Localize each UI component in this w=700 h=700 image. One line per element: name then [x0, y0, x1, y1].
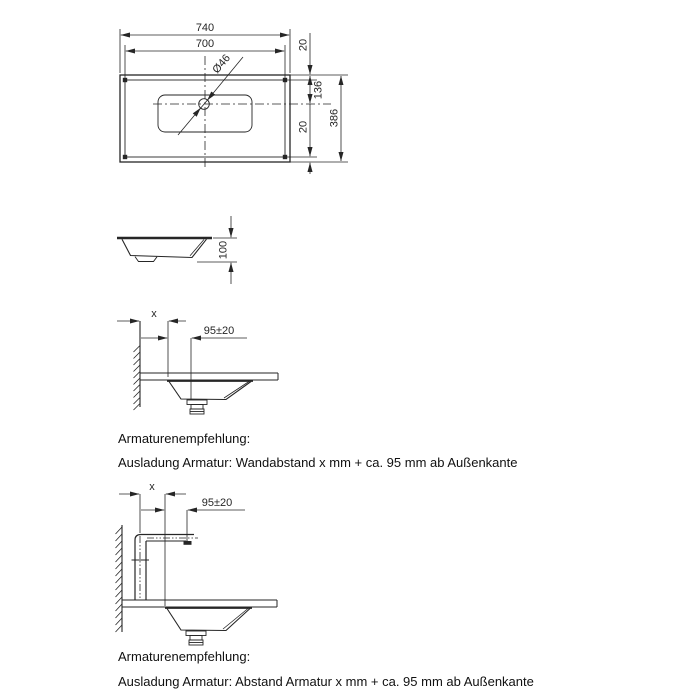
dim-faucet-distance: x [149, 481, 155, 493]
drain-fitting [186, 631, 206, 645]
width-dimension-lines [120, 29, 290, 79]
dim-width-inner: 700 [195, 38, 215, 50]
bowl-profile [167, 609, 250, 631]
dim-depth: 100 [217, 240, 230, 260]
dim-hole-offset: 136 [312, 80, 325, 100]
bowl-profile [122, 239, 207, 257]
note-a-body: Ausladung Armatur: Wandabstand x mm + ca. 95 mm ab Außenkante [118, 455, 518, 470]
top-view [120, 22, 348, 174]
drain-recess [135, 257, 157, 262]
dim-height-total: 386 [328, 108, 341, 128]
dim-width-outer: 740 [195, 22, 215, 34]
countertop [140, 373, 278, 380]
wall-view-a [117, 308, 278, 414]
dim-rim-top: 20 [297, 38, 310, 52]
dim-hole-diameter: Ø46 [210, 52, 233, 76]
bowl-inner-wall [190, 240, 204, 256]
countertop [122, 600, 277, 607]
height-dimension-lines [285, 33, 348, 174]
spout-outlet [184, 541, 192, 545]
wall-hatching [116, 527, 123, 632]
wall-view-b [116, 481, 278, 645]
dim-spout-reach: 95±20 [203, 325, 235, 337]
note-b-title: Armaturenempfehlung: [118, 649, 251, 664]
bowl-inner-wall [223, 609, 248, 630]
dim-spout-reach: 95±20 [201, 497, 233, 509]
dim-rim-bottom: 20 [297, 120, 310, 134]
side-section-view [117, 216, 237, 284]
bowl-profile [169, 382, 251, 400]
wall-hatching [134, 346, 141, 411]
bowl-inner-wall [224, 382, 249, 399]
note-b-body: Ausladung Armatur: Abstand Armatur x mm + ca. 95 mm ab Außenkante [118, 674, 534, 689]
dim-wall-distance: x [151, 308, 157, 320]
note-a-title: Armaturenempfehlung: [118, 431, 251, 446]
drain-fitting [187, 400, 207, 414]
